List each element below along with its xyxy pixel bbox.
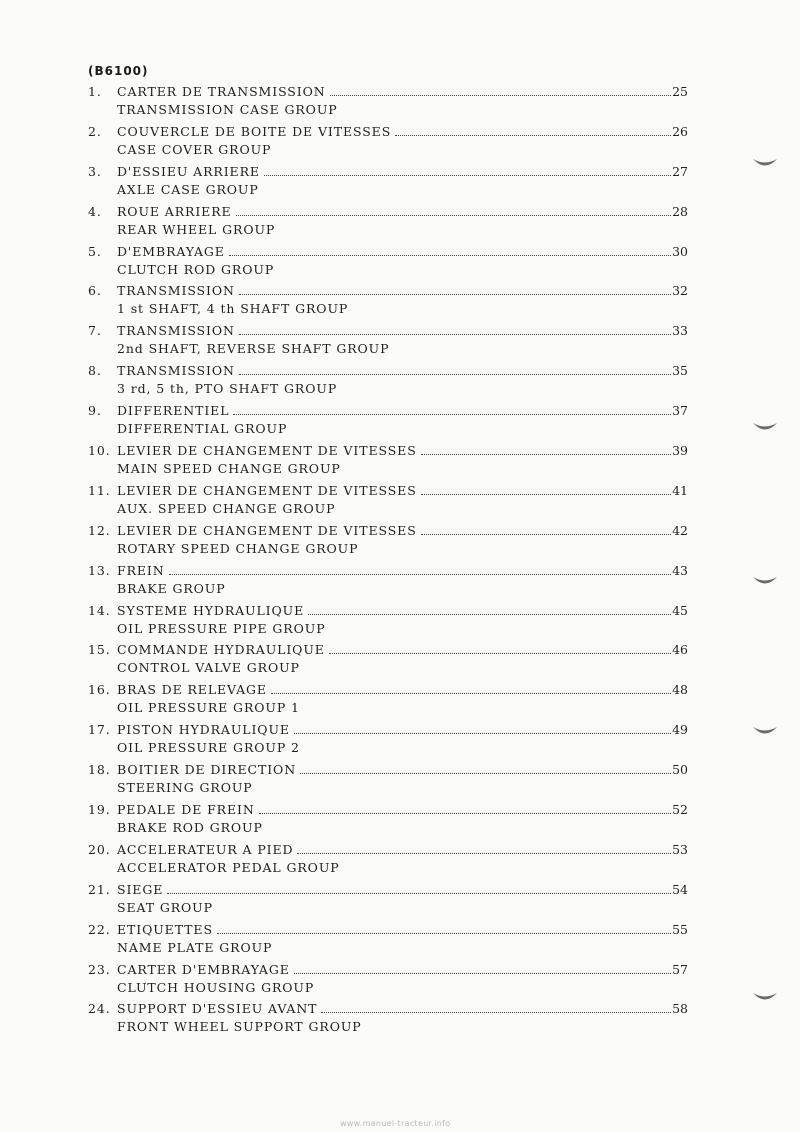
entry-page-number: 37 xyxy=(672,403,688,419)
dot-leader xyxy=(421,454,671,455)
binder-hole-mark xyxy=(752,990,778,1004)
entry-page-number: 54 xyxy=(672,881,688,897)
entry-number: 16. xyxy=(88,682,111,698)
entry-number: 8. xyxy=(88,363,102,379)
entry-page-number: 43 xyxy=(672,562,688,578)
dot-leader xyxy=(294,733,671,734)
entry-title-english: 3 rd, 5 th, PTO SHAFT GROUP xyxy=(117,381,338,397)
entry-heading-line xyxy=(117,602,688,619)
dot-leader xyxy=(330,95,671,96)
entry-title-french: D'EMBRAYAGE xyxy=(117,243,225,259)
entry-title-english: CLUTCH ROD GROUP xyxy=(117,261,275,277)
entry-heading-line xyxy=(117,83,688,100)
entry-title-english: CASE COVER GROUP xyxy=(117,141,272,157)
toc-entry xyxy=(0,123,800,163)
entry-number: 7. xyxy=(88,323,102,339)
entry-title-english: MAIN SPEED CHANGE GROUP xyxy=(117,461,341,477)
entry-heading-line xyxy=(117,761,688,778)
toc-entry xyxy=(0,322,800,362)
entry-title-english: AUX. SPEED CHANGE GROUP xyxy=(117,500,336,516)
entry-title-english: FRONT WHEEL SUPPORT GROUP xyxy=(117,1019,362,1035)
toc-entry xyxy=(0,881,800,921)
entry-title-english: CONTROL VALVE GROUP xyxy=(117,660,300,676)
entry-heading-line xyxy=(117,881,688,898)
toc-entry xyxy=(0,961,800,1001)
entry-number: 2. xyxy=(88,123,102,139)
entry-page-number: 30 xyxy=(672,243,688,259)
toc-entry xyxy=(0,1000,800,1040)
entry-title-french: ETIQUETTES xyxy=(117,921,213,937)
entry-title-french: TRANSMISSION xyxy=(117,323,235,339)
entry-title-french: CARTER DE TRANSMISSION xyxy=(117,84,326,99)
entry-number: 13. xyxy=(88,562,111,578)
toc-entry xyxy=(0,522,800,562)
toc-entry xyxy=(0,841,800,881)
entry-heading-line xyxy=(117,123,688,140)
toc-entry xyxy=(0,562,800,602)
entry-title-english: TRANSMISSION CASE GROUP xyxy=(117,102,338,117)
toc-entry xyxy=(0,402,800,442)
toc-entry xyxy=(0,641,800,681)
entry-number: 24. xyxy=(88,1001,111,1017)
entry-page-number: 39 xyxy=(672,443,688,459)
dot-leader xyxy=(300,773,671,774)
entry-title-english: BRAKE GROUP xyxy=(117,580,226,596)
toc-entry xyxy=(0,163,800,203)
entry-heading-line xyxy=(117,482,688,499)
dot-leader xyxy=(329,653,671,654)
toc-entry xyxy=(0,243,800,283)
dot-leader xyxy=(236,215,672,216)
entry-page-number: 58 xyxy=(672,1001,688,1017)
entry-heading-line xyxy=(117,243,688,260)
entry-title-french: SYSTEME HYDRAULIQUE xyxy=(117,602,305,618)
model-code: (B6100) xyxy=(88,64,149,78)
entry-number: 20. xyxy=(88,841,111,857)
entry-title-english: ACCELERATOR PEDAL GROUP xyxy=(117,859,340,875)
entry-number: 5. xyxy=(88,243,102,259)
entry-heading-line xyxy=(117,961,688,978)
dot-leader xyxy=(229,255,671,256)
entry-page-number: 52 xyxy=(672,802,688,818)
entry-title-english: OIL PRESSURE GROUP 1 xyxy=(117,700,300,716)
dot-leader xyxy=(294,973,671,974)
dot-leader xyxy=(239,334,671,335)
entry-page-number: 32 xyxy=(672,283,688,299)
entry-title-english: ROTARY SPEED CHANGE GROUP xyxy=(117,540,359,556)
entry-page-number: 33 xyxy=(672,323,688,339)
dot-leader xyxy=(271,693,671,694)
entry-heading-line xyxy=(117,641,688,658)
dot-leader xyxy=(321,1012,671,1013)
dot-leader xyxy=(264,175,671,176)
entry-page-number: 28 xyxy=(672,203,688,219)
dot-leader xyxy=(233,414,671,415)
toc-entry xyxy=(0,442,800,482)
dot-leader xyxy=(308,614,671,615)
entry-heading-line xyxy=(117,921,688,938)
entry-heading-line xyxy=(117,282,688,299)
entry-title-english: DIFFERENTIAL GROUP xyxy=(117,421,288,437)
entry-title-french: ACCELERATEUR A PIED xyxy=(117,841,294,857)
entry-heading-line xyxy=(117,562,688,579)
binder-hole-mark xyxy=(752,420,778,434)
binder-hole-mark xyxy=(752,156,778,170)
entry-heading-line xyxy=(117,163,688,180)
entry-number: 4. xyxy=(88,203,102,219)
dot-leader xyxy=(169,574,672,575)
entry-page-number: 57 xyxy=(672,961,688,977)
entry-title-english: BRAKE ROD GROUP xyxy=(117,820,263,836)
entry-page-number: 46 xyxy=(672,642,688,658)
entry-title-french: D'ESSIEU ARRIERE xyxy=(117,163,260,179)
entry-title-english: OIL PRESSURE PIPE GROUP xyxy=(117,620,326,636)
dot-leader xyxy=(239,374,671,375)
entry-number: 12. xyxy=(88,522,111,538)
entry-heading-line xyxy=(117,362,688,379)
entry-title-english: 2nd SHAFT, REVERSE SHAFT GROUP xyxy=(117,341,390,357)
dot-leader xyxy=(421,494,671,495)
entry-title-french: PEDALE DE FREIN xyxy=(117,802,255,818)
entry-number: 9. xyxy=(88,403,102,419)
entry-title-french: ROUE ARRIERE xyxy=(117,203,232,219)
entry-number: 22. xyxy=(88,921,111,937)
dot-leader xyxy=(239,294,671,295)
entry-title-french: TRANSMISSION xyxy=(117,283,235,299)
entry-number: 19. xyxy=(88,802,111,818)
entry-page-number: 42 xyxy=(672,522,688,538)
entry-title-french: CARTER D'EMBRAYAGE xyxy=(117,961,290,977)
entry-number: 18. xyxy=(88,762,111,778)
toc-entry xyxy=(0,721,800,761)
entry-heading-line xyxy=(117,801,688,818)
dot-leader xyxy=(259,813,671,814)
binder-hole-mark xyxy=(752,724,778,738)
entry-page-number: 55 xyxy=(672,921,688,937)
entry-number: 17. xyxy=(88,722,111,738)
entry-page-number: 26 xyxy=(672,123,688,139)
entry-page-number: 48 xyxy=(672,682,688,698)
table-of-contents xyxy=(0,83,800,1040)
toc-entry xyxy=(0,921,800,961)
entry-title-french: DIFFERENTIEL xyxy=(117,403,230,419)
entry-title-english: AXLE CASE GROUP xyxy=(117,181,259,197)
toc-entry xyxy=(0,282,800,322)
entry-number: 15. xyxy=(88,642,111,658)
entry-title-french: FREIN xyxy=(117,562,165,578)
dot-leader xyxy=(167,893,671,894)
dot-leader xyxy=(297,853,671,854)
binder-hole-mark xyxy=(752,574,778,588)
entry-title-french: SIEGE xyxy=(117,881,164,897)
toc-entry xyxy=(0,362,800,402)
toc-entry xyxy=(0,83,800,123)
entry-heading-line xyxy=(117,442,688,459)
entry-title-french: LEVIER DE CHANGEMENT DE VITESSES xyxy=(117,482,417,498)
toc-entry xyxy=(0,602,800,642)
entry-title-french: SUPPORT D'ESSIEU AVANT xyxy=(117,1001,318,1017)
entry-title-english: OIL PRESSURE GROUP 2 xyxy=(117,740,300,756)
toc-entry xyxy=(0,801,800,841)
entry-heading-line xyxy=(117,841,688,858)
entry-number: 23. xyxy=(88,961,111,977)
entry-title-english: NAME PLATE GROUP xyxy=(117,939,273,955)
toc-entry xyxy=(0,681,800,721)
toc-entry xyxy=(0,761,800,801)
entry-page-number: 41 xyxy=(672,482,688,498)
entry-title-french: LEVIER DE CHANGEMENT DE VITESSES xyxy=(117,443,417,459)
toc-entry xyxy=(0,482,800,522)
entry-heading-line xyxy=(117,402,688,419)
entry-page-number: 49 xyxy=(672,722,688,738)
entry-title-french: COUVERCLE DE BOITE DE VITESSES xyxy=(117,123,392,139)
entry-title-french: BRAS DE RELEVAGE xyxy=(117,682,267,698)
entry-number: 21. xyxy=(88,881,111,897)
entry-number: 6. xyxy=(88,283,102,299)
entry-title-french: COMMANDE HYDRAULIQUE xyxy=(117,642,325,658)
entry-title-french: TRANSMISSION xyxy=(117,363,235,379)
entry-heading-line xyxy=(117,203,688,220)
entry-heading-line xyxy=(117,721,688,738)
dot-leader xyxy=(217,933,671,934)
toc-entry xyxy=(0,203,800,243)
entry-page-number: 53 xyxy=(672,841,688,857)
entry-page-number: 25 xyxy=(672,84,688,99)
entry-number: 11. xyxy=(88,482,111,498)
entry-page-number: 27 xyxy=(672,163,688,179)
entry-page-number: 45 xyxy=(672,602,688,618)
entry-number: 1. xyxy=(88,84,102,99)
entry-title-english: SEAT GROUP xyxy=(117,899,213,915)
entry-number: 3. xyxy=(88,163,102,179)
entry-number: 14. xyxy=(88,602,111,618)
watermark: www.manuel-tracteur.info xyxy=(340,1119,451,1128)
entry-title-english: CLUTCH HOUSING GROUP xyxy=(117,979,315,995)
entry-heading-line xyxy=(117,522,688,539)
entry-heading-line xyxy=(117,681,688,698)
entry-number: 10. xyxy=(88,443,111,459)
dot-leader xyxy=(395,135,671,136)
dot-leader xyxy=(421,534,671,535)
entry-title-french: LEVIER DE CHANGEMENT DE VITESSES xyxy=(117,522,417,538)
entry-title-english: REAR WHEEL GROUP xyxy=(117,221,276,237)
entry-heading-line xyxy=(117,1000,688,1017)
entry-title-french: PISTON HYDRAULIQUE xyxy=(117,722,290,738)
entry-title-french: BOITIER DE DIRECTION xyxy=(117,762,297,778)
entry-heading-line xyxy=(117,322,688,339)
entry-title-english: STEERING GROUP xyxy=(117,780,253,796)
entry-page-number: 35 xyxy=(672,363,688,379)
entry-title-english: 1 st SHAFT, 4 th SHAFT GROUP xyxy=(117,301,349,317)
entry-page-number: 50 xyxy=(672,762,688,778)
